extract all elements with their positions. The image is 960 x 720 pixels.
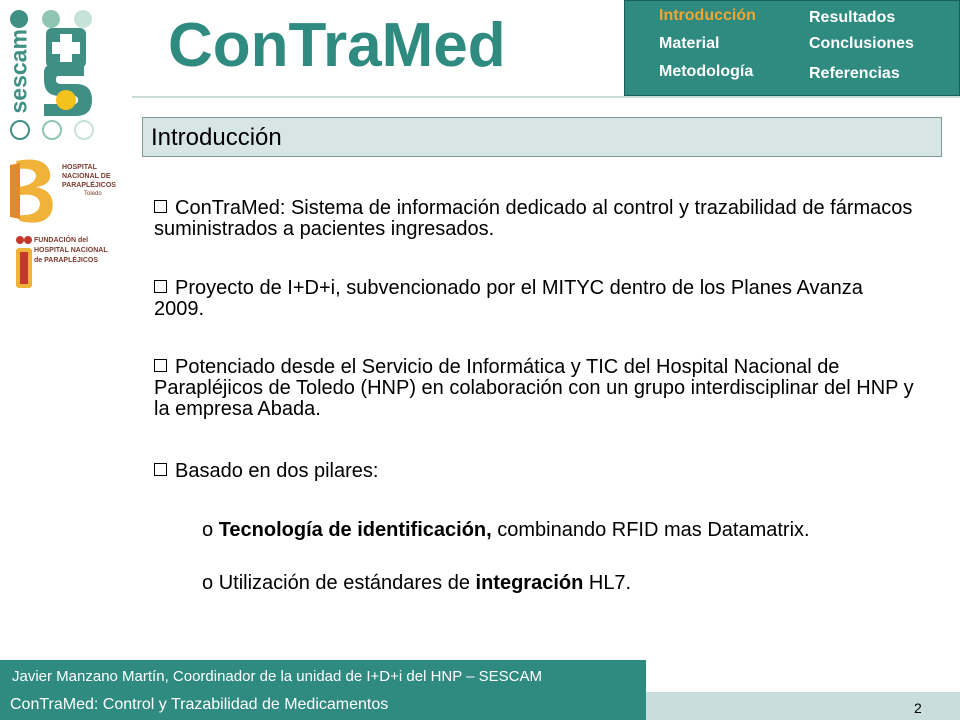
hospital-emblem-icon bbox=[6, 155, 62, 227]
dot-icon bbox=[74, 10, 92, 28]
list-item: Basado en dos pilares: bbox=[154, 461, 914, 482]
page-number: 2 bbox=[914, 700, 922, 716]
section-title: Introducción bbox=[151, 124, 282, 151]
title-divider bbox=[132, 96, 960, 98]
footer-project-title: ConTraMed: Control y Trazabilidad de Medicamentos bbox=[10, 696, 389, 713]
footer-page-bar bbox=[646, 692, 960, 720]
checkbox-bullet-icon bbox=[154, 359, 167, 372]
nav-item-referencias[interactable]: Referencias bbox=[809, 65, 900, 82]
footer-author: Javier Manzano Martín, Coordinador de la unidad de I+D+i del HNP – SESCAM bbox=[12, 668, 543, 685]
fundacion-emblem-icon bbox=[14, 234, 34, 294]
nav-item-resultados[interactable]: Resultados bbox=[809, 9, 896, 26]
nav-item-conclusiones[interactable]: Conclusiones bbox=[809, 35, 914, 52]
nav-item-introduccion[interactable]: Introducción bbox=[659, 7, 756, 24]
dot-icon bbox=[42, 10, 60, 28]
fundacion-logo-text: FUNDACIÓN del HOSPITAL NACIONAL de PARAPLÉJICOS bbox=[34, 237, 108, 264]
sub-list-item: o Tecnología de identificación, combinando RFID mas Datamatrix. bbox=[202, 519, 810, 541]
hospital-city: Toledo bbox=[84, 191, 102, 197]
section-header bbox=[142, 117, 942, 157]
checkbox-bullet-icon bbox=[154, 463, 167, 476]
sub-list-item: o Utilización de estándares de integración HL7. bbox=[202, 572, 632, 594]
sescam-logo-icon bbox=[36, 28, 98, 118]
nav-item-metodologia[interactable]: Metodología bbox=[659, 63, 754, 80]
nav-item-material[interactable]: Material bbox=[659, 35, 720, 52]
checkbox-bullet-icon bbox=[154, 200, 167, 213]
section-nav bbox=[624, 0, 960, 96]
hospital-logo-text: HOSPITAL NACIONAL DE PARAPLÉJICOS bbox=[62, 164, 116, 189]
fundacion-logo bbox=[14, 234, 118, 296]
list-item: Proyecto de I+D+i, subvencionado por el MITYC dentro de los Planes Avanza 2009. bbox=[154, 277, 863, 320]
circle-outline-icon bbox=[74, 120, 94, 140]
page-title: ConTraMed bbox=[168, 11, 506, 80]
hospital-logo bbox=[6, 155, 116, 227]
circle-outline-icon bbox=[42, 120, 62, 140]
sescam-wordmark: sescam bbox=[5, 29, 32, 114]
list-item: ConTraMed: Sistema de información dedicado al control y trazabilidad de fármacos suministrados a pacientes ingresados. bbox=[154, 197, 913, 240]
circle-outline-icon bbox=[10, 120, 30, 140]
checkbox-bullet-icon bbox=[154, 280, 167, 293]
list-item: Potenciado desde el Servicio de Informática y TIC del Hospital Nacional de Parapléjicos de Toledo (HNP) en colaboración con un grupo interdisciplinar del HNP y la empresa Abada. bbox=[154, 356, 914, 420]
